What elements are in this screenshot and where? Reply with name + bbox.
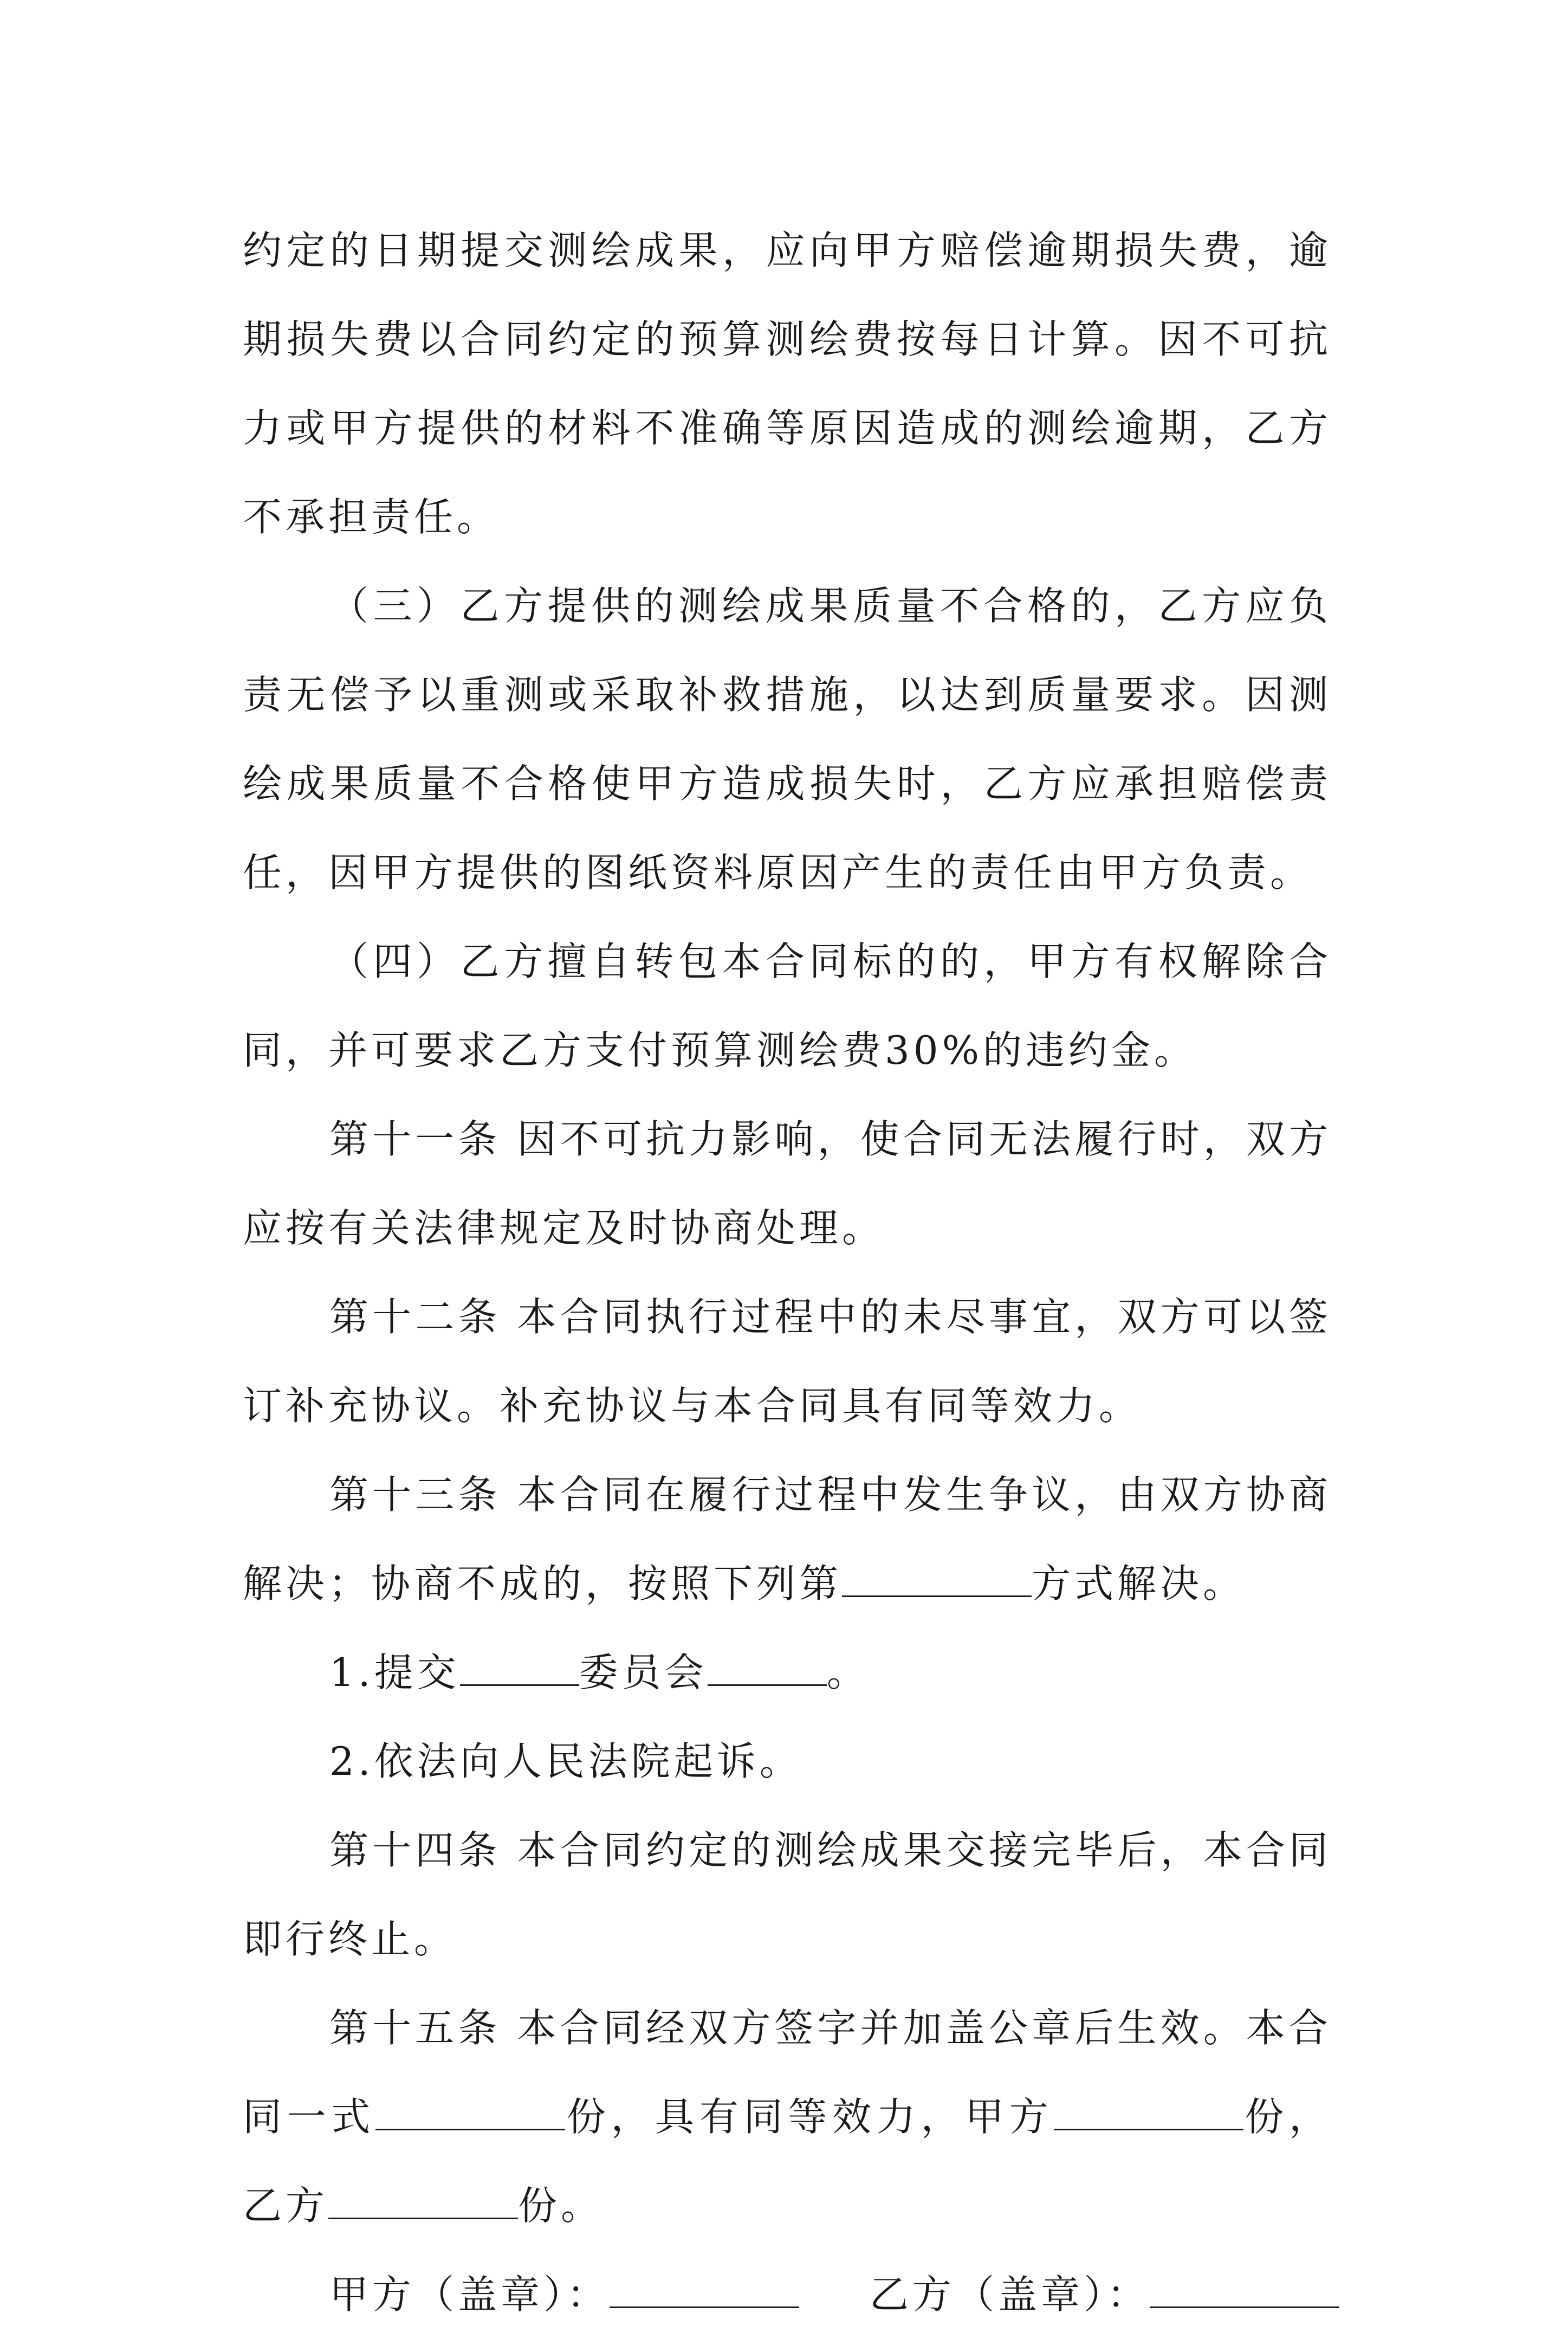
article-fourteen: 第十四条 本合同约定的测绘成果交接完毕后，本合同即行终止。 [243,1827,1332,1962]
copies-party-a-blank[interactable] [1054,2095,1243,2130]
option-one-end: 。 [826,1650,870,1695]
dispute-option-two: 2.依法向人民法院起诉。 [329,1739,802,1784]
option-one-label: 1.提交 [329,1650,460,1695]
committee-blank[interactable] [708,1651,827,1686]
option-one-committee: 委员会 [579,1650,708,1695]
dispute-method-blank[interactable] [842,1562,1032,1597]
article-fifteen-end: 份。 [518,2183,604,2228]
party-b-seal-label: 乙方（盖章）： [870,2272,1150,2317]
article-eleven: 第十一条 因不可抗力影响，使合同无法履行时，双方应按有关法律规定及时协商处理。 [243,1116,1332,1251]
article-thirteen [243,1450,1332,1628]
paragraph-subcontract-clause: （四）乙方擅自转包本合同标的的，甲方有权解除合同，并可要求乙方支付预算测绘费30%的违约金。 [243,939,1332,1073]
paragraph-quality-clause: （三）乙方提供的测绘成果质量不合格的，乙方应负责无偿予以重测或采取补救措施，以达到质量要求。因测绘成果质量不合格使甲方造成损失时，乙方应承担赔偿责任，因甲方提供的图纸资料原因产生的责任由甲方负责。 [243,583,1332,895]
article-fifteen-text: 第十五条 本合同经双方签字并加盖公章后生效。本合同一式 [243,2005,1332,2140]
article-fifteen [243,1983,1332,2250]
party-b-seal-blank[interactable] [1150,2273,1339,2308]
party-a-seal-label: 甲方（盖章）： [329,2272,610,2317]
party-a-seal-blank[interactable] [610,2273,799,2308]
signature-row [243,2250,1332,2339]
dispute-option-one [243,1628,1332,1717]
copies-party-b-blank[interactable] [328,2184,518,2219]
contract-body [243,206,1332,2339]
copies-total-blank[interactable] [375,2095,565,2130]
arbitration-name-blank[interactable] [460,1651,579,1686]
article-fifteen-mid2: 份，乙方 [243,2094,1332,2228]
article-twelve: 第十二条 本合同执行过程中的未尽事宜，双方可以签订补充协议。补充协议与本合同具有同等效力。 [243,1294,1332,1429]
article-thirteen-tail: 方式解决。 [1032,1561,1246,1606]
paragraph-delay-liability: 约定的日期提交测绘成果，应向甲方赔偿逾期损失费，逾期损失费以合同约定的预算测绘费按每日计算。因不可抗力或甲方提供的材料不准确等原因造成的测绘逾期，乙方不承担责任。 [243,228,1332,540]
article-fifteen-mid: 份，具有同等效力，甲方 [565,2094,1054,2140]
article-thirteen-text: 第十三条 本合同在履行过程中发生争议，由双方协商解决；协商不成的，按照下列第 [243,1472,1332,1606]
